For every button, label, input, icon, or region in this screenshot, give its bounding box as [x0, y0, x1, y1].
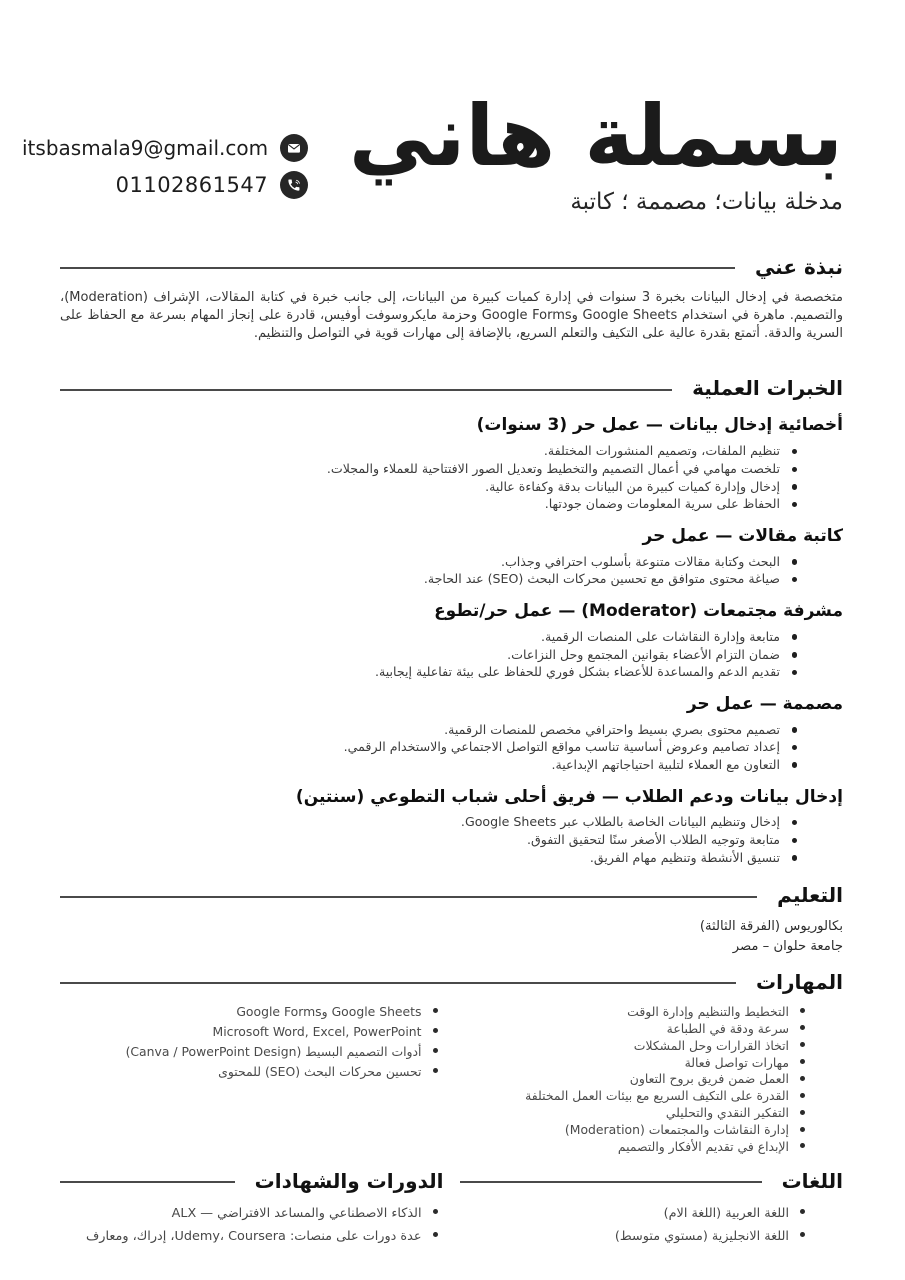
skills-heading: المهارات: [756, 969, 843, 994]
job-bullets: [60, 554, 843, 588]
job-bullet: إدخال وإدارة كميات كبيرة من البيانات بدقة وكفاءة عالية.: [60, 479, 797, 496]
job-bullets: [60, 443, 843, 512]
skill-item: إدارة النقاشات والمجتمعات (Moderation): [460, 1122, 806, 1138]
languages-heading-row: [460, 1168, 844, 1195]
job-bullets: [60, 722, 843, 774]
languages-column: [460, 1168, 844, 1251]
courses-list: [60, 1205, 444, 1246]
job-bullet: البحث وكتابة مقالات متنوعة بأسلوب احترافي وجذاب.: [60, 554, 797, 571]
skill-item: التخطيط والتنظيم وإدارة الوقت: [460, 1004, 806, 1020]
job-bullet: متابعة وتوجيه الطلاب الأصغر سنًا لتحقيق التفوق.: [60, 832, 797, 849]
job-title: مشرفة مجتمعات (Moderator) — عمل حر/تطوع: [434, 601, 843, 622]
section-experience: [60, 375, 843, 866]
skill-item: أدوات التصميم البسيط (Canva / PowerPoint Design): [60, 1044, 438, 1060]
heading-rule: [60, 1181, 235, 1183]
education-university: جامعة حلوان – مصر: [732, 939, 843, 955]
job-bullet: ضمان التزام الأعضاء بقوانين المجتمع وحل النزاعات.: [60, 647, 797, 664]
heading-rule: [60, 982, 736, 984]
skill-item: Google Sheets وGoogle Forms: [60, 1004, 438, 1020]
job-title: أخصائية إدخال بيانات — عمل حر (3 سنوات): [476, 415, 843, 436]
person-name: بسملة هاني: [348, 87, 843, 185]
skill-item: مهارات تواصل فعالة: [460, 1055, 806, 1071]
education-heading: التعليم: [777, 883, 843, 908]
skill-item: تحسين محركات البحث (SEO) للمحتوى: [60, 1064, 438, 1080]
job-bullet: متابعة وإدارة النقاشات على المنصات الرقمية.: [60, 629, 797, 646]
heading-rule: [460, 1181, 762, 1183]
job-bullet: تنسيق الأنشطة وتنظيم مهام الفريق.: [60, 850, 797, 867]
contact-email-row: [22, 134, 308, 162]
section-about: [60, 254, 843, 344]
section-languages-courses: [60, 1168, 843, 1251]
job-entry: [60, 600, 843, 681]
heading-rule: [60, 267, 735, 269]
education-details: [60, 917, 843, 957]
languages-list: [460, 1205, 844, 1246]
job-bullet: إعداد تصاميم وعروض أساسية تناسب مواقع التواصل الاجتماعي والاستخدام الرقمي.: [60, 739, 797, 756]
course-item: عدة دورات على منصات: Udemy، Coursera، إدراك، ومعارف: [60, 1228, 438, 1246]
about-text: متخصصة في إدخال البيانات بخبرة 3 سنوات في إدارة كميات كبيرة من البيانات، إلى جانب خبرة في كتابة المقالات، الإشراف (Moderation)، والتصميم. ماهرة في استخدام Google Sheets وGoogle Forms وحزمة مايكروسوفت أوفيس، قادرة على إنجاز المهام بسرعة مع الحفاظ على السرية والدقة. أتمتع بقدرة عالية على التكيف والتعلم السريع، بالإضافة إلى مهارات قوية في التواصل والتنظيم.: [60, 289, 844, 342]
skill-item: العمل ضمن فريق بروح التعاون: [460, 1071, 806, 1087]
section-education: [60, 882, 843, 957]
heading-rule: [60, 896, 757, 898]
about-heading: نبذة عني: [754, 254, 843, 279]
skill-item: سرعة ودقة في الطباعة: [460, 1021, 806, 1037]
job-title: إدخال بيانات ودعم الطلاب — فريق أحلى شباب التطوعي (سنتين): [295, 786, 843, 807]
person-tagline: مدخلة بيانات؛ مصممة ؛ كاتبة: [570, 189, 843, 216]
section-skills: [60, 969, 843, 1156]
experience-heading-row: [60, 375, 843, 402]
job-bullet: تصميم محتوى بصري بسيط واحترافي مخصص للمنصات الرقمية.: [60, 722, 797, 739]
job-entry: [60, 525, 843, 588]
contact-block: [22, 134, 308, 199]
skill-item: القدرة على التكيف السريع مع بيئات العمل المختلفة: [460, 1088, 806, 1104]
job-entry: [60, 414, 843, 512]
courses-heading: الدورات والشهادات: [254, 1168, 444, 1193]
heading-rule: [60, 389, 672, 391]
skill-item: Microsoft Word, Excel, PowerPoint: [60, 1024, 438, 1040]
course-item: الذكاء الاصطناعي والمساعد الافتراضي — ALX: [60, 1205, 438, 1223]
courses-heading-row: [60, 1168, 444, 1195]
soft-skills-list: [460, 1004, 844, 1155]
job-title: مصممة — عمل حر: [686, 693, 843, 714]
education-heading-row: [60, 882, 843, 909]
email-text: itsbasmala9@gmail.com: [22, 136, 269, 160]
job-bullet: تقديم الدعم والمساعدة للأعضاء بشكل فوري للحفاظ على بيئة تفاعلية إيجابية.: [60, 664, 797, 681]
skill-item: التفكير النقدي والتحليلي: [460, 1105, 806, 1121]
skills-tools-column: [60, 1004, 444, 1156]
skill-item: الإبداع في تقديم الأفكار والتصميم: [460, 1139, 806, 1155]
job-bullets: [60, 814, 843, 866]
job-bullet: صياغة محتوى متوافق مع تحسين محركات البحث (SEO) عند الحاجة.: [60, 571, 797, 588]
job-bullet: تلخصت مهامي في أعمال التصميم والتخطيط وتعديل الصور الافتتاحية للعملاء والمجلات.: [60, 461, 797, 478]
phone-text: 01102861547: [115, 173, 269, 197]
job-entry: [60, 693, 843, 774]
job-title: كاتبة مقالات — عمل حر: [642, 525, 843, 546]
skills-heading-row: [60, 969, 843, 996]
language-item: اللغة العربية (اللغة الام): [460, 1205, 806, 1223]
skill-item: اتخاذ القرارات وحل المشكلات: [460, 1038, 806, 1054]
experience-heading: الخبرات العملية: [692, 376, 843, 401]
header: [22, 87, 843, 218]
tools-skills-list: [60, 1004, 444, 1080]
skills-soft-column: [460, 1004, 844, 1156]
job-bullet: التعاون مع العملاء لتلبية احتياجاتهم الإبداعية.: [60, 757, 797, 774]
education-degree: بكالوريوس (الفرقة الثالثة): [699, 919, 843, 935]
courses-column: [60, 1168, 444, 1251]
job-bullet: تنظيم الملفات، وتصميم المنشورات المختلفة.: [60, 443, 797, 460]
phone-icon: [280, 171, 308, 199]
contact-phone-row: [116, 171, 308, 199]
language-item: اللغة الانجليزية (مستوي متوسط): [460, 1228, 806, 1246]
skills-columns: [60, 1004, 843, 1156]
job-entry: [60, 786, 843, 867]
job-bullet: الحفاظ على سرية المعلومات وضمان جودتها.: [60, 496, 797, 513]
envelope-icon: [280, 134, 308, 162]
about-heading-row: [60, 254, 843, 281]
job-bullets: [60, 629, 843, 681]
languages-heading: اللغات: [781, 1168, 843, 1193]
job-bullet: إدخال وتنظيم البيانات الخاصة بالطلاب عبر Google Sheets.: [60, 814, 797, 831]
